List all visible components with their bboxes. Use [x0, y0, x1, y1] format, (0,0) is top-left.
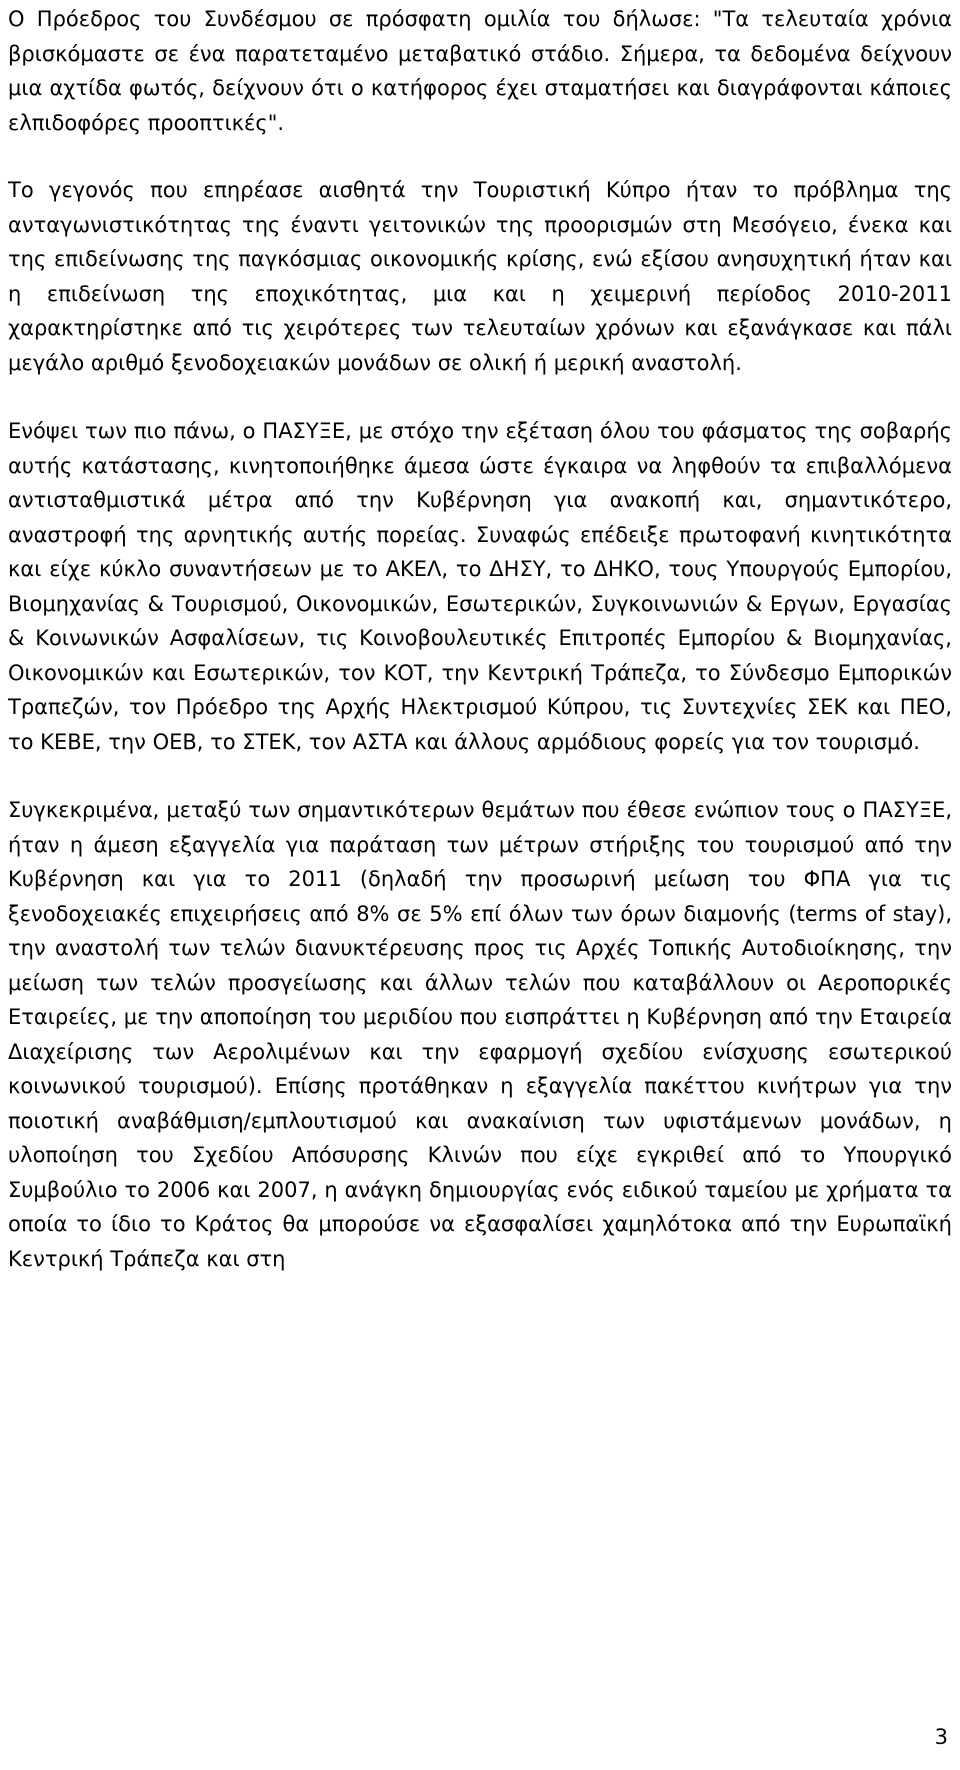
page-number: 3: [934, 1725, 948, 1749]
paragraph-president-quote: Ο Πρόεδρος του Συνδέσμου σε πρόσφατη ομιλία του δήλωσε: "Τα τελευταία χρόνια βρισκόμαστε σε ένα παρατεταμένο μεταβατικό στάδιο. Σήμερα, τα δεδομένα δείχνουν μια αχτίδα φωτός, δείχνουν ότι ο κατήφορος έχει σταματήσει και διαγράφονται κάποιες ελπιδοφόρες προοπτικές".: [8, 7, 952, 135]
document-page: [8, 2, 952, 1276]
paragraph-measures: Συγκεκριμένα, μεταξύ των σημαντικότερων θεμάτων που έθεσε ενώπιον τους ο ΠΑΣΥΞΕ, ήταν η άμεση εξαγγελία για παράταση των μέτρων στήριξης του τουρισμού από την Κυβέρνηση και για το 2011 (δηλαδή την προσωρινή μείωση του ΦΠΑ για τις ξενοδοχειακές επιχειρήσεις από 8% σε 5% επί όλων των όρων διαμονής (terms of stay), την αναστολή των τελών διανυκτέρευσης προς τις Αρχές Τοπικής Αυτοδιοίκησης, την μείωση των τελών προσγείωσης και άλλων τελών που καταβάλλουν οι Αεροπορικές Εταιρείες, με την αποποίηση του μεριδίου που εισπράττει η Κυβέρνηση από την Εταιρεία Διαχείρισης των Αερολιμένων και την εφαρμογή σχεδίου ενίσχυσης εσωτερικού κοινωνικού τουρισμού). Επίσης προτάθηκαν η εξαγγελία πακέττου κινήτρων για την ποιοτική αναβάθμιση/εμπλουτισμού και ανακαίνιση των υφιστάμενων μονάδων, η υλοποίηση του Σχεδίου Απόσυρσης Κλινών που είχε εγκριθεί από το Υπουργικό Συμβούλιο το 2006 και 2007, η ανάγκη δημιουργίας ενός ειδικού ταμείου με χρήματα τα οποία το ίδιο το Κράτος θα μπορούσε να εξασφαλίσει χαμηλότοκα από την Ευρωπαϊκή Κεντρική Τράπεζα και στη: [8, 798, 952, 1271]
paragraph-competitiveness: Το γεγονός που επηρέασε αισθητά την Τουριστική Κύπρο ήταν το πρόβλημα της ανταγωνιστικότητας της έναντι γειτονικών της προορισμών στη Μεσόγειο, ένεκα και της επιδείνωσης της παγκόσμιας οικονομικής κρίσης, ενώ εξίσου ανησυχητική ήταν και η επιδείνωση της εποχικότητας, μια και η χειμερινή περίοδος 2010-2011 χαρακτηρίστηκε από τις χειρότερες των τελευταίων χρόνων και εξανάγκασε και πάλι μεγάλο αριθμό ξενοδοχειακών μονάδων σε ολική ή μερική αναστολή.: [8, 178, 952, 375]
paragraph-pasyxe-actions: Ενόψει των πιο πάνω, ο ΠΑΣΥΞΕ, με στόχο την εξέταση όλου του φάσματος της σοβαρής αυτής κατάστασης, κινητοποιήθηκε άμεσα ώστε έγκαιρα να ληφθούν τα επιβαλλόμενα αντισταθμιστικά μέτρα από την Κυβέρνηση για ανακοπή και, σημαντικότερο, αναστροφή της αρνητικής αυτής πορείας. Συναφώς επέδειξε πρωτοφανή κινητικότητα και είχε κύκλο συναντήσεων με το ΑΚΕΛ, το ΔΗΣΥ, το ΔΗΚΟ, τους Υπουργούς Εμπορίου, Βιομηχανίας & Τουρισμού, Οικονομικών, Εσωτερικών, Συγκοινωνιών & Εργων, Εργασίας & Κοινωνικών Ασφαλίσεων, τις Κοινοβουλευτικές Επιτροπές Εμπορίου & Βιομηχανίας, Οικονομικών και Εσωτερικών, τον ΚΟΤ, την Κεντρική Τράπεζα, το Σύνδεσμο Εμπορικών Τραπεζών, τον Πρόεδρο της Αρχής Ηλεκτρισμού Κύπρου, τις Συντεχνίες ΣΕΚ και ΠΕΟ, το ΚΕΒΕ, την ΟΕΒ, το ΣΤΕΚ, τον ΑΣΤΑ και άλλους αρμόδιους φορείς για τον τουρισμό.: [8, 419, 952, 754]
